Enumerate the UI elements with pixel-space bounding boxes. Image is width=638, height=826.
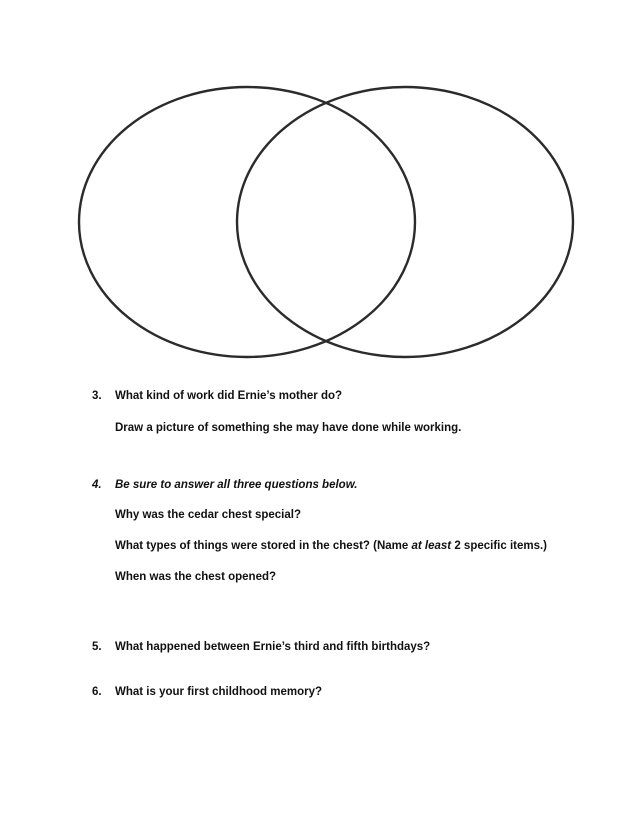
question-sub-prompt: Draw a picture of something she may have done while working. [115, 422, 462, 434]
question-sub-prompt: Why was the cedar chest special? [115, 509, 301, 521]
question-prompt: What happened between Ernie’s third and fifth birthdays? [115, 641, 431, 653]
sub-prompt-emphasis: at least [411, 540, 452, 552]
venn-diagram [0, 0, 638, 380]
question-number: 3. [92, 390, 102, 402]
sub-prompt-part: What types of things were stored in the chest? (Name [115, 540, 412, 552]
question-sub-prompt [115, 539, 547, 553]
venn-left-circle [79, 87, 415, 357]
question-sub-prompt: When was the chest opened? [115, 571, 277, 583]
question-prompt: What is your first childhood memory? [115, 686, 323, 698]
question-prompt: What kind of work did Ernie’s mother do? [115, 390, 343, 402]
sub-prompt-part: 2 specific items.) [451, 540, 548, 552]
question-number: 4. [92, 479, 102, 491]
venn-right-circle [237, 87, 573, 357]
question-number: 6. [92, 686, 102, 698]
question-prompt: Be sure to answer all three questions below. [115, 479, 358, 491]
question-number: 5. [92, 641, 102, 653]
